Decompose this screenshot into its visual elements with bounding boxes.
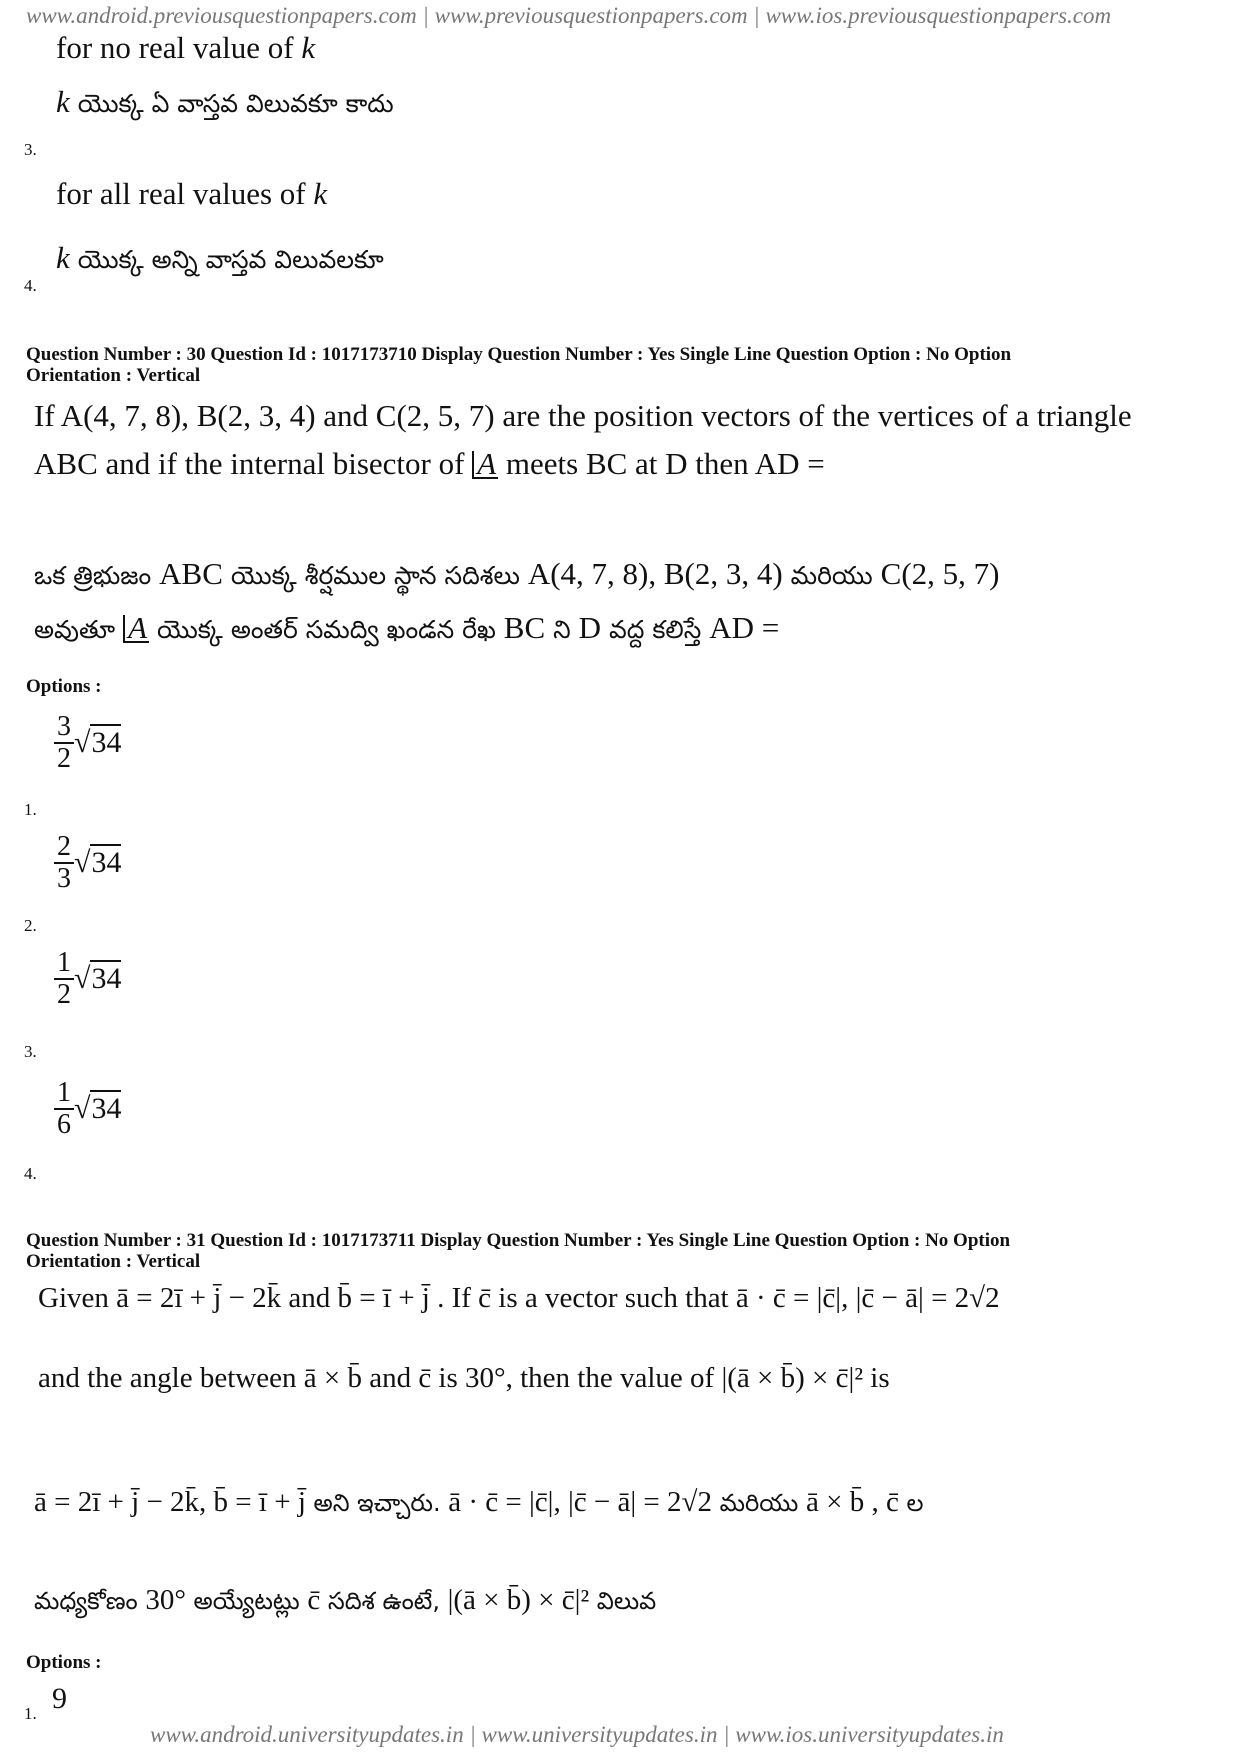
q30-option-1-expr: $\frac{3}{2}$ √34	[54, 712, 121, 774]
option-3-number: 3.	[24, 140, 37, 159]
q30-options-label: Options :	[26, 676, 102, 697]
q30-option-4-number: 4.	[24, 1164, 37, 1183]
q31-meta: Question Number : 31 Question Id : 1017173711 Display Question Number : Yes Single Line Question Option : No Option Orientation : Vertical	[26, 1230, 1011, 1272]
q30-option-3-number: 3.	[24, 1042, 37, 1061]
q31-english-line-1: Given ā = 2ī + j̄ − 2k̄ and b̄ = ī + j̄ . If c̄ is a vector such that ā · c̄ = |c̄|, |c̄ − ā| = 2√2	[38, 1282, 1000, 1314]
q30-option-2-expr: $\frac{2}{3}$ √34	[54, 832, 121, 894]
q31-option-1-value: 9	[52, 1682, 67, 1715]
q31-english-line-2: and the angle between ā × b̄ and c̄ is 30°, then the value of |(ā × b̄) × c̄|² is	[38, 1362, 890, 1394]
q30-telugu-text: ఒక త్రిభుజం ABC యొక్క శీర్షముల స్థాన సదిశలు A(4, 7, 8), B(2, 3, 4) మరియు C(2, 5, 7) అవుతూ A యొక్క అంతర్ సమద్వి ఖండన రేఖ BC ని D వద్ద కలిస్తే AD =	[34, 556, 1000, 645]
option-3-telugu: k యొక్క ఏ వాస్తవ విలువకూ కాదు	[56, 84, 394, 119]
q30-english-text: If A(4, 7, 8), B(2, 3, 4) and C(2, 5, 7) are the position vectors of the vertices of a triangle ABC and if the internal bisector of A meets BC at D then AD =	[34, 398, 1132, 481]
q30-option-2-number: 2.	[24, 916, 37, 935]
q31-telugu-line-1: ā = 2ī + j̄ − 2k̄, b̄ = ī + j̄ అని ఇచ్చారు. ā · c̄ = |c̄|, |c̄ − ā| = 2√2 మరియు ā × b̄ , c̄ ల	[34, 1486, 924, 1518]
q31-option-1-number: 1.	[24, 1704, 37, 1723]
q30-option-1-number: 1.	[24, 800, 37, 819]
angle-symbol: A	[472, 451, 498, 479]
footer-urls: www.android.universityupdates.in | www.universityupdates.in | www.ios.universityupdates.in	[150, 1722, 1004, 1747]
option-4-english: for all real values of k	[56, 176, 328, 211]
option-3-english: for no real value of k	[56, 30, 316, 65]
q31-options-label: Options :	[26, 1652, 102, 1673]
header-urls: www.android.previousquestionpapers.com | www.previousquestionpapers.com | www.ios.previousquestionpapers.com	[26, 3, 1112, 28]
q30-meta: Question Number : 30 Question Id : 1017173710 Display Question Number : Yes Single Line Question Option : No Option Orientation : Vertical	[26, 344, 1012, 386]
q30-option-4-expr: $\frac{1}{6}$ √34	[54, 1078, 121, 1140]
q30-option-3-expr: $\frac{1}{2}$ √34	[54, 948, 121, 1010]
option-4-telugu: k యొక్క అన్ని వాస్తవ విలువలకూ	[56, 240, 384, 275]
option-4-number: 4.	[24, 276, 37, 295]
q31-telugu-line-2: మధ్యకోణం 30° అయ్యేటట్లు c̄ సదిశ ఉంటే, |(ā × b̄) × c̄|² విలువ	[34, 1584, 657, 1616]
